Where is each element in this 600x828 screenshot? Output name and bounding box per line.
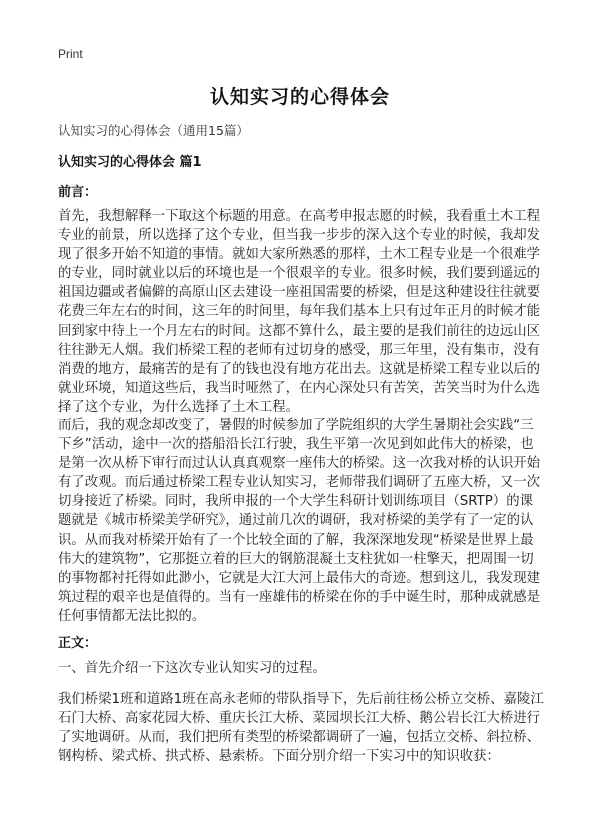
text-line: 下乡”活动，途中一次的搭船沿长江行驶，我生平第一次见到如此伟大的桥梁，也 (58, 437, 534, 453)
text-line: 是第一次从桥下审行而过认认真真观察一座伟大的桥梁。这一次我对桥的认识开始 (58, 456, 541, 472)
text-line: 而后，我的观念却改变了，暑假的时候参加了学院组织的大学生暑期社会实践“三 (58, 418, 534, 433)
text-line: 往往渺无人烟。我们桥梁工程的老师有过切身的感受，那三年里，没有集市，没有 (58, 342, 541, 358)
text-line: 一、首先介绍一下这次专业认知实习的过程。 (58, 661, 326, 676)
text-line: 有了改观。而后通过桥梁工程专业认知实习，老师带我们调研了五座大桥，又一次 (58, 475, 541, 491)
paragraph-2 (58, 416, 548, 626)
paragraph-4 (58, 690, 548, 766)
text-line: 就业环境，知道这些后，我当时哑然了，在内心深处只有苦笑，苦笑当时为什么选 (58, 380, 541, 396)
paragraph-3 (58, 659, 548, 678)
text-line: 花费三年左右的时间，这三年的时间里，每年我们基本上只有过年正月的时候才能 (58, 304, 541, 320)
text-line: 的专业，同时就业以后的环境也是一个很艰辛的专业。很多时候，我们要到遥远的 (58, 266, 541, 282)
document-title: 认知实习的心得体会 (209, 86, 390, 108)
body-heading: 正文： (58, 636, 98, 651)
text-line: 了实地调研。从而，我们把所有类型的桥梁都调研了一遍，包括立交桥、斜拉桥、 (58, 730, 541, 746)
text-line: 石门大桥、高家花园大桥、重庆长江大桥、菜园坝长江大桥、鹅公岩长江大桥进行 (58, 711, 541, 727)
text-line: 识。从而我对桥梁开始有了一个比较全面的了解，我深深地发现“桥梁是世界上最 (58, 532, 534, 548)
document-subtitle: 认知实习的心得体会（通用15篇） (58, 123, 249, 138)
paragraph-1 (58, 207, 548, 417)
text-line: 切身接近了桥梁。同时，我所申报的一个大学生科研计划训练项目（SRTP）的课 (58, 494, 533, 510)
text-line: 择了这个专业，为什么选择了土木工程。 (58, 399, 300, 415)
text-line: 钢构桥、梁式桥、拱式桥、悬索桥。下面分别介绍一下实习中的知识收获： (58, 749, 500, 765)
text-line: 首先，我想解释一下取这个标题的用意。在高考申报志愿的时候，我看重土木工程 (58, 209, 541, 224)
preface-heading: 前言： (58, 185, 98, 200)
text-line: 筑过程的艰辛也是值得的。当有一座雄伟的桥梁在你的手中诞生时，那种成就感是 (58, 589, 541, 605)
text-line: 题就是《城市桥梁美学研究》，通过前几次的调研，我对桥梁的美学有了一定的认 (58, 513, 534, 529)
text-line: 消费的地方，最痛苦的是有了的钱也没有地方花出去。这就是桥梁工程专业以后的 (58, 361, 541, 377)
text-line: 专业的前景，所以选择了这个专业，但当我一步步的深入这个专业的时候，我却发 (58, 228, 541, 244)
text-line: 的事物都衬托得如此渺小，它就是大江大河上最伟大的奇迹。想到这儿，我发现建 (58, 570, 541, 586)
text-line: 任何事情都无法比拟的。 (58, 608, 206, 624)
text-line: 伟大的建筑物”，它那挺立着的巨大的钢筋混凝土支柱犹如一柱擎天，把周围一切 (58, 551, 534, 567)
text-line: 我们桥梁1班和道路1班在高永老师的带队指导下，先后前往杨公桥立交桥、嘉陵江 (58, 692, 544, 707)
print-link[interactable]: Print (58, 47, 83, 61)
text-line: 现了很多开始不知道的事情。就如大家所熟悉的那样，土木工程专业是一个很难学 (58, 247, 541, 263)
text-line: 回到家中待上一个月左右的时间。这都不算什么，最主要的是我们前往的边远山区 (58, 323, 541, 339)
section-heading: 认知实习的心得体会 篇1 (58, 155, 202, 170)
text-line: 祖国边疆或者偏僻的高原山区去建设一座祖国需要的桥梁，但是这种建设往往就要 (58, 285, 541, 301)
